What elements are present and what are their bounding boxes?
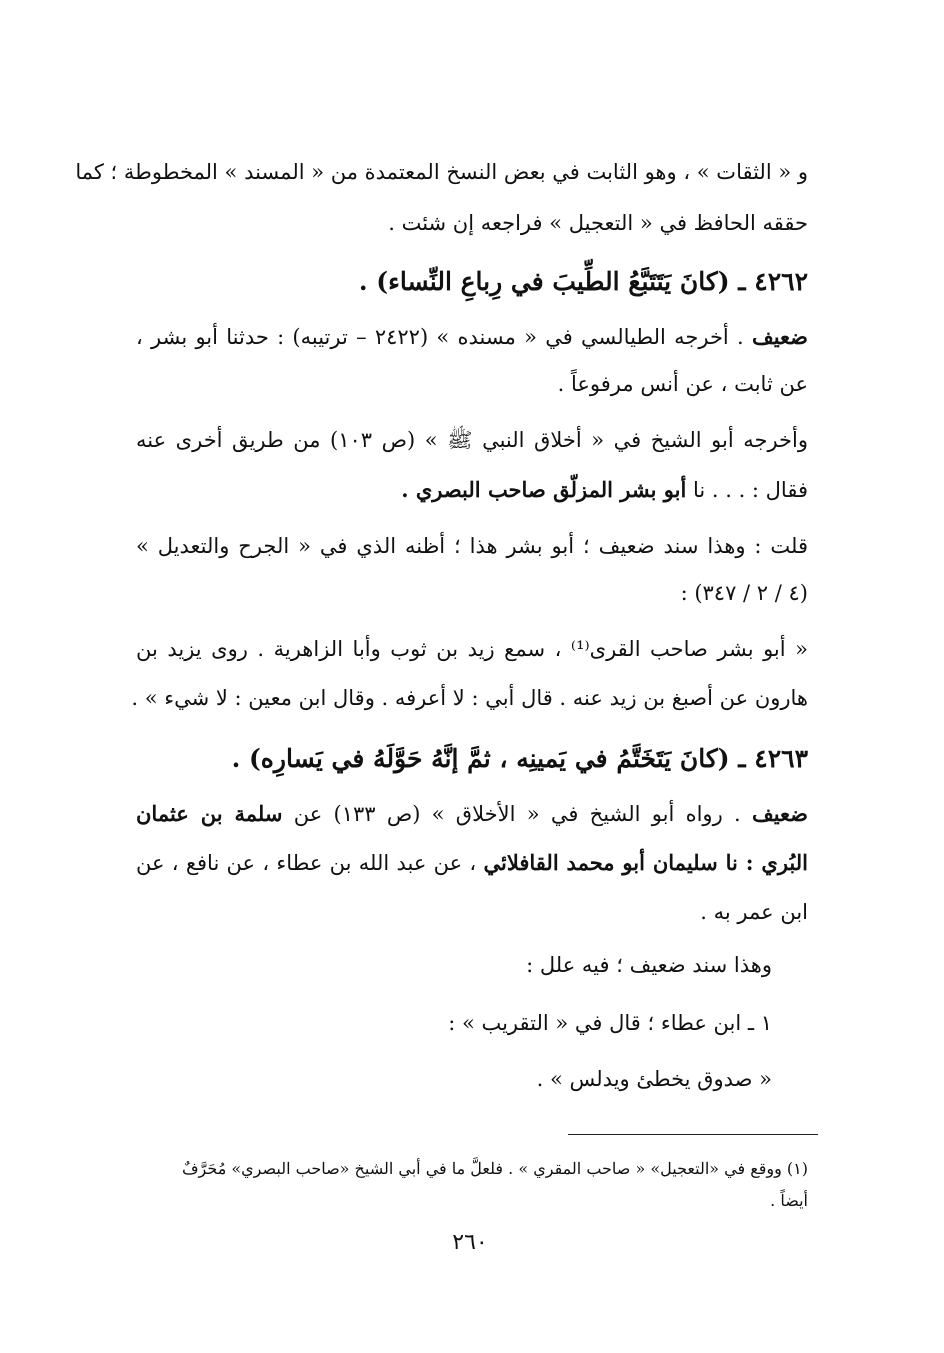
quote-line: « صدوق يخطئ ويدلس » .	[536, 1067, 772, 1091]
text-line: وهذا سند ضعيف ؛ فيه علل :	[526, 953, 772, 977]
text-line: قلت : وهذا سند ضعيف ؛ أبو بشر هذا ؛ أظنه الذي في « الجرح والتعديل »	[136, 534, 808, 558]
grade-label: ضعيف	[751, 801, 808, 826]
quote-line: هارون عن أصبغ بن زيد عنه . قال أبي : لا أعرفه . وقال ابن معين : لا شيء » .	[131, 686, 808, 710]
text-line: وأخرجه أبو الشيخ في « أخلاق النبي ﷺ » (ص ١٠٣) من طريق أخرى عنه	[136, 428, 808, 452]
footnote-line: أيضاً .	[770, 1191, 808, 1210]
text-line: (٤ / ٢ / ٣٤٧) :	[680, 581, 808, 605]
text-span: ، عن عبد الله بن عطاء ، عن نافع ، عن	[136, 851, 484, 875]
narrator-name: أبو بشر المزلّق صاحب البصري .	[401, 477, 687, 502]
text-line	[136, 475, 808, 505]
text-line: و « الثقات » ، وهو الثابت في بعض النسخ المعتمدة من « المسند » المخطوطة ؛ كما	[75, 160, 808, 184]
hadith-heading-4262: ٤٢٦٢ ـ (كانَ يَتَتَبَّعُ الطِّيبَ في رِباعِ النِّساء) .	[358, 267, 808, 296]
text-span: . رواه أبو الشيخ في « الأخلاق » (ص ١٣٣) عن	[282, 802, 752, 826]
text-line: حققه الحافظ في « التعجيل » فراجعه إن شئت .	[388, 211, 808, 235]
text-line: عن ثابت ، عن أنس مرفوعاً .	[557, 372, 808, 396]
narrator-name: سلمة بن عثمان	[136, 801, 283, 826]
list-item: ١ ـ ابن عطاء ؛ قال في « التقريب » :	[448, 1011, 772, 1035]
text-line	[136, 322, 808, 352]
footnote-line: (١) ووقع في «التعجيل» « صاحب المقري » . فلعلَّ ما في أبي الشيخ «صاحب البصري» مُحَرَّفٌ	[181, 1159, 808, 1178]
footnote-separator	[568, 1134, 818, 1135]
text-span: . أخرجه الطيالسي في « مسنده » (٢٤٢٢ – ترتيبه) : حدثنا أبو بشر ،	[136, 325, 752, 349]
grade-label: ضعيف	[751, 324, 809, 349]
narrator-name: البُري : نا سليمان أبو محمد القافلائي	[483, 850, 809, 875]
page-number: ٢٦٠	[452, 1230, 488, 1255]
quote-line: « أبو بشر صاحب القرى⁽¹⁾ ، سمع زيد بن ثوب وأبا الزاهرية . روى يزيد بن	[136, 637, 808, 661]
text-line	[136, 848, 808, 878]
text-line: ابن عمر به .	[700, 900, 808, 924]
hadith-heading-4263: ٤٢٦٣ ـ (كانَ يَتَخَتَّمُ في يَمينِه ، ثمَّ إنَّهُ حَوَّلَهُ في يَسارِه) .	[231, 744, 808, 773]
text-line	[136, 799, 808, 829]
text-span: فقال : . . . نا	[686, 478, 808, 502]
